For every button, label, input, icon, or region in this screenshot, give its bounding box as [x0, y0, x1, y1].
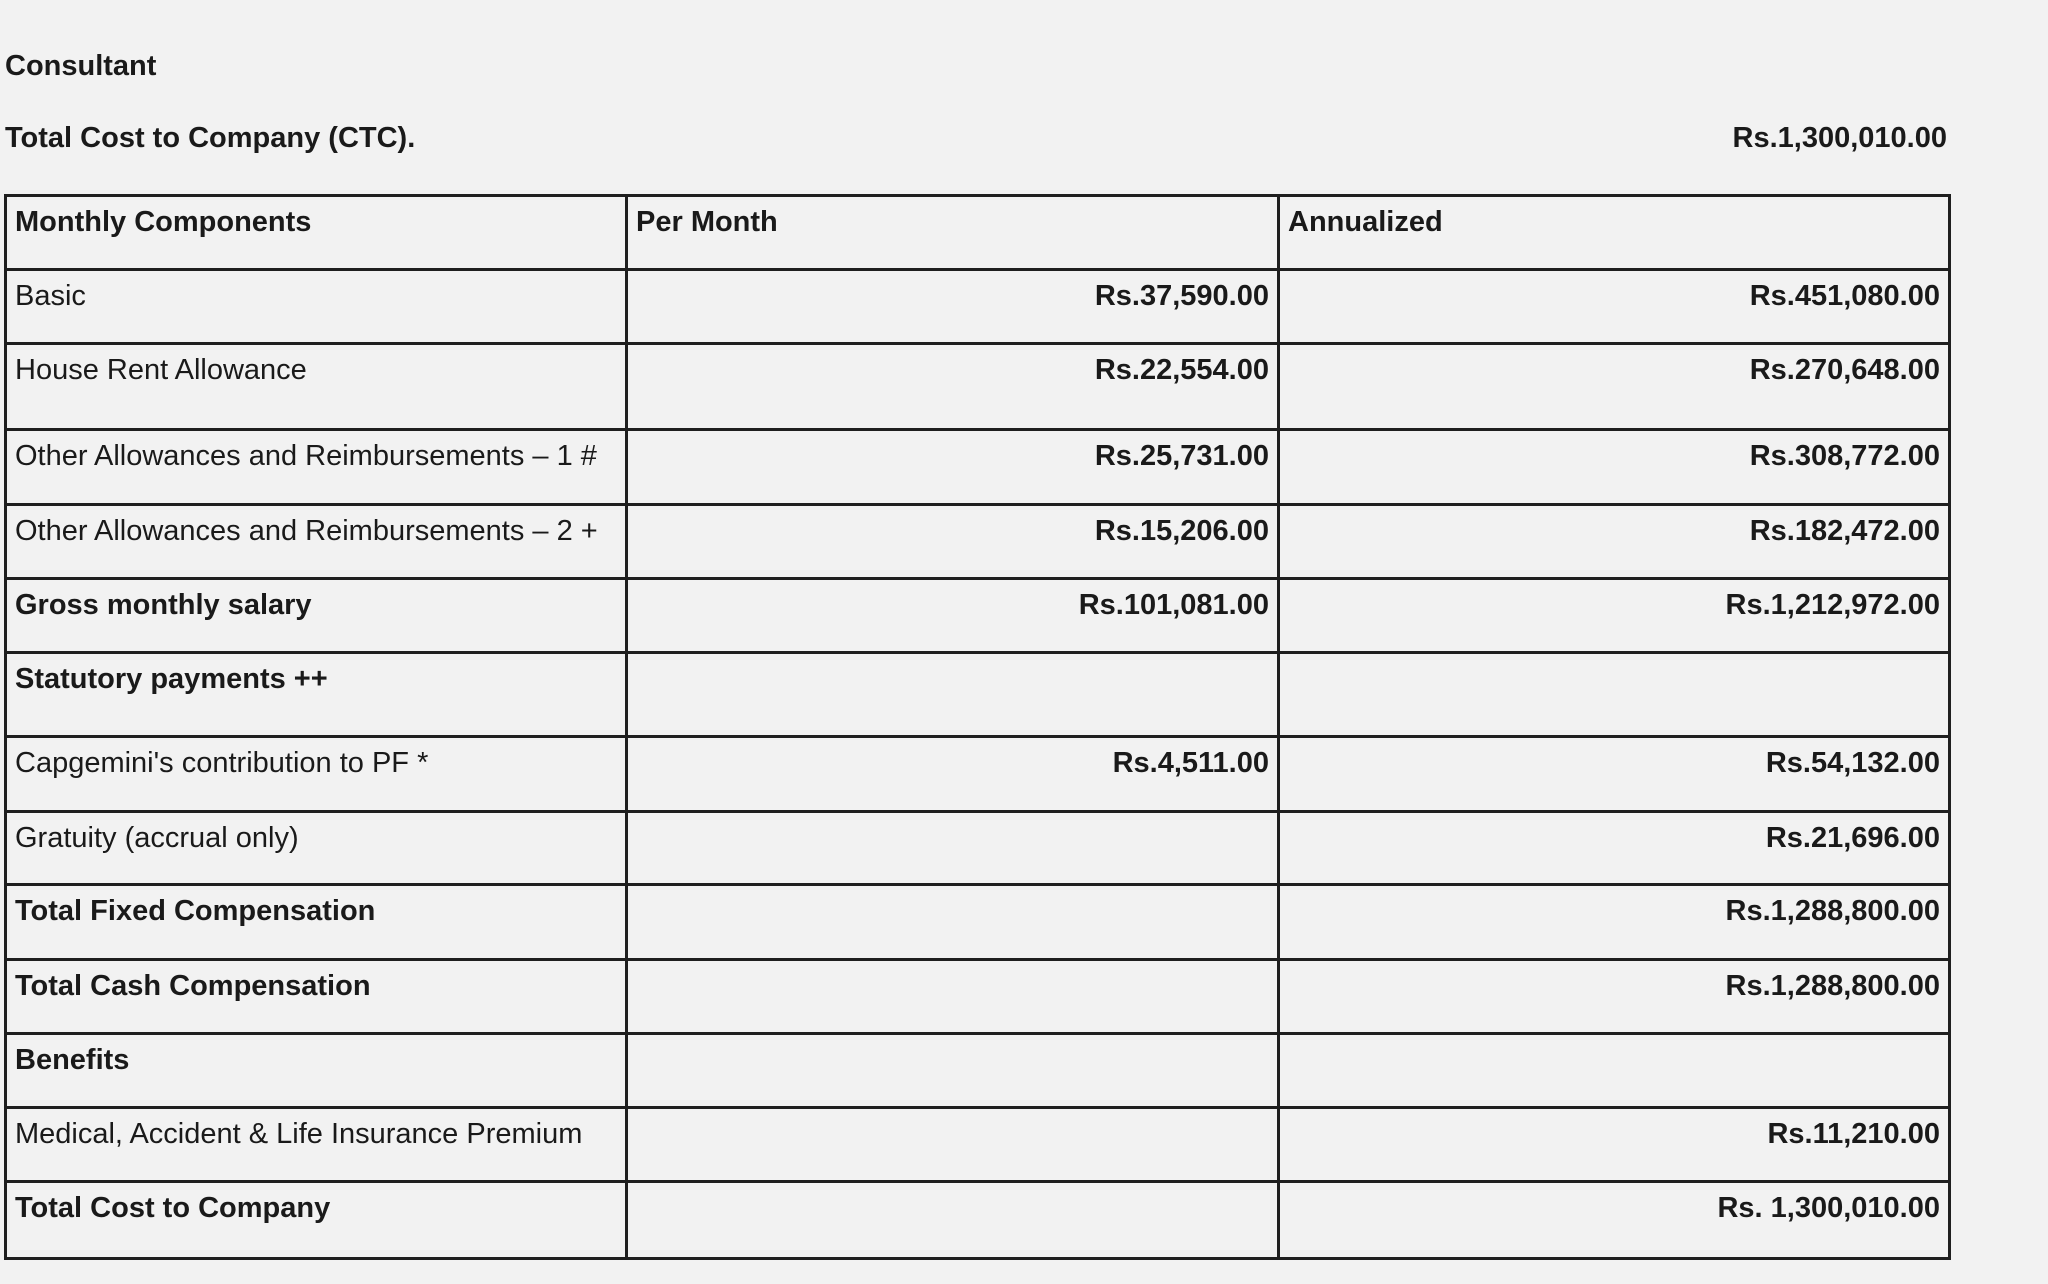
- row-annualized: [1279, 653, 1950, 737]
- row-per-month: Rs.37,590.00: [627, 270, 1279, 344]
- table-row-benefits: [6, 1034, 1950, 1108]
- row-label: Medical, Accident & Life Insurance Premium: [6, 1108, 627, 1182]
- row-per-month: [627, 1108, 1279, 1182]
- row-annualized: Rs.270,648.00: [1279, 344, 1950, 430]
- designation-title: Consultant: [5, 50, 157, 82]
- row-label: Gross monthly salary: [6, 579, 627, 653]
- row-per-month: Rs.15,206.00: [627, 505, 1279, 579]
- row-per-month: [627, 885, 1279, 960]
- row-label: Total Fixed Compensation: [6, 885, 627, 960]
- row-per-month: Rs.101,081.00: [627, 579, 1279, 653]
- column-header-annualized: Annualized: [1279, 196, 1950, 270]
- row-label: Gratuity (accrual only): [6, 812, 627, 885]
- table-row-total-ctc: [6, 1182, 1950, 1259]
- table-row-other-allowances-2: [6, 505, 1950, 579]
- row-per-month: Rs.4,511.00: [627, 737, 1279, 812]
- compensation-table: [4, 194, 1951, 1260]
- row-annualized: Rs. 1,300,010.00: [1279, 1182, 1950, 1259]
- row-per-month: Rs.22,554.00: [627, 344, 1279, 430]
- ctc-label: Total Cost to Company (CTC).: [5, 122, 416, 154]
- ctc-summary: [5, 120, 1947, 156]
- row-annualized: Rs.1,288,800.00: [1279, 960, 1950, 1034]
- row-annualized: Rs.11,210.00: [1279, 1108, 1950, 1182]
- row-per-month: [627, 812, 1279, 885]
- row-label: Benefits: [6, 1034, 627, 1108]
- row-annualized: Rs.1,212,972.00: [1279, 579, 1950, 653]
- row-label: House Rent Allowance: [6, 344, 627, 430]
- table-row-gratuity: [6, 812, 1950, 885]
- row-label: Other Allowances and Reimbursements – 2 +: [6, 505, 627, 579]
- row-label: Total Cost to Company: [6, 1182, 627, 1259]
- column-header-components: Monthly Components: [6, 196, 627, 270]
- row-annualized: Rs.451,080.00: [1279, 270, 1950, 344]
- table-row-insurance: [6, 1108, 1950, 1182]
- row-per-month: Rs.25,731.00: [627, 430, 1279, 505]
- row-label: Basic: [6, 270, 627, 344]
- row-annualized: Rs.21,696.00: [1279, 812, 1950, 885]
- table-row-basic: [6, 270, 1950, 344]
- row-annualized: Rs.182,472.00: [1279, 505, 1950, 579]
- table-row-other-allowances-1: [6, 430, 1950, 505]
- table-row-gross-monthly: [6, 579, 1950, 653]
- row-label: Other Allowances and Reimbursements – 1 #: [6, 430, 627, 505]
- ctc-value: Rs.1,300,010.00: [1732, 122, 1947, 154]
- row-annualized: [1279, 1034, 1950, 1108]
- table-row-total-cash: [6, 960, 1950, 1034]
- row-label: Capgemini's contribution to PF *: [6, 737, 627, 812]
- row-annualized: Rs.1,288,800.00: [1279, 885, 1950, 960]
- row-annualized: Rs.308,772.00: [1279, 430, 1950, 505]
- row-label: Total Cash Compensation: [6, 960, 627, 1034]
- row-label: Statutory payments ++: [6, 653, 627, 737]
- table-row-total-fixed: [6, 885, 1950, 960]
- row-per-month: [627, 1182, 1279, 1259]
- table-row-statutory: [6, 653, 1950, 737]
- table-row-pf-contribution: [6, 737, 1950, 812]
- table-row-hra: [6, 344, 1950, 430]
- row-per-month: [627, 1034, 1279, 1108]
- row-annualized: Rs.54,132.00: [1279, 737, 1950, 812]
- row-per-month: [627, 653, 1279, 737]
- row-per-month: [627, 960, 1279, 1034]
- table-header-row: [6, 196, 1950, 270]
- column-header-per-month: Per Month: [627, 196, 1279, 270]
